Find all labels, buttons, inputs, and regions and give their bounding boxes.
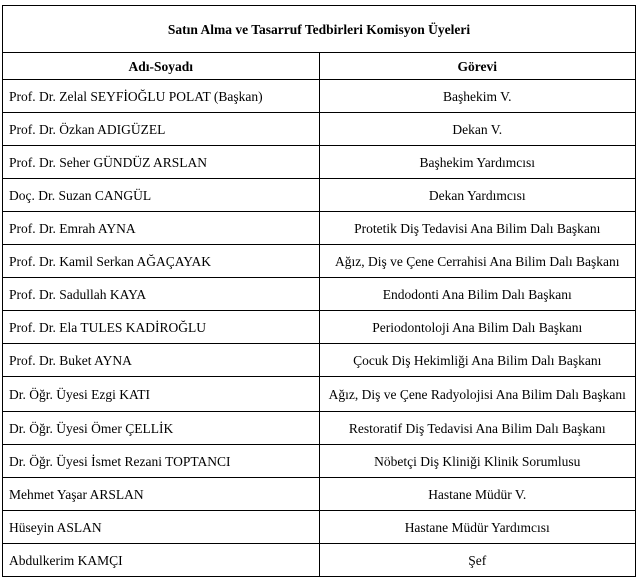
table-row [3,445,636,478]
table-row [3,478,636,511]
table-row [3,245,636,278]
member-role: Endodonti Ana Bilim Dalı Başkanı [319,278,636,311]
table-row [3,179,636,212]
table-row [3,344,636,377]
table-row [3,412,636,445]
member-role: Restoratif Diş Tedavisi Ana Bilim Dalı Başkanı [319,412,636,445]
member-role: Hastane Müdür Yardımcısı [319,511,636,544]
member-role: Dekan Yardımcısı [319,179,636,212]
table-row [3,113,636,146]
table-row [3,80,636,113]
member-name: Dr. Öğr. Üyesi İsmet Rezani TOPTANCI [3,445,320,478]
member-name: Prof. Dr. Zelal SEYFİOĞLU POLAT (Başkan) [3,80,320,113]
table-row [3,278,636,311]
member-name: Mehmet Yaşar ARSLAN [3,478,320,511]
member-role: Çocuk Diş Hekimliği Ana Bilim Dalı Başkanı [319,344,636,377]
member-name: Prof. Dr. Ela TULES KADİROĞLU [3,311,320,344]
member-name: Dr. Öğr. Üyesi Ömer ÇELLİK [3,412,320,445]
table-header-row [3,53,636,80]
member-name: Hüseyin ASLAN [3,511,320,544]
member-role: Protetik Diş Tedavisi Ana Bilim Dalı Başkanı [319,212,636,245]
member-role: Nöbetçi Diş Kliniği Klinik Sorumlusu [319,445,636,478]
table-row [3,544,636,577]
member-role: Periodontoloji Ana Bilim Dalı Başkanı [319,311,636,344]
member-name: Prof. Dr. Buket AYNA [3,344,320,377]
member-role: Ağız, Diş ve Çene Cerrahisi Ana Bilim Dalı Başkanı [319,245,636,278]
member-role: Şef [319,544,636,577]
table-title: Satın Alma ve Tasarruf Tedbirleri Komisyon Üyeleri [3,6,636,53]
member-name: Prof. Dr. Kamil Serkan AĞAÇAYAK [3,245,320,278]
member-name: Dr. Öğr. Üyesi Ezgi KATI [3,377,320,412]
member-role: Dekan V. [319,113,636,146]
member-name: Abdulkerim KAMÇI [3,544,320,577]
header-name: Adı-Soyadı [3,53,320,80]
member-name: Prof. Dr. Emrah AYNA [3,212,320,245]
table-row [3,511,636,544]
table-row [3,311,636,344]
member-name: Prof. Dr. Sadullah KAYA [3,278,320,311]
member-name: Prof. Dr. Özkan ADIGÜZEL [3,113,320,146]
table-row [3,146,636,179]
table-row [3,212,636,245]
member-name: Prof. Dr. Seher GÜNDÜZ ARSLAN [3,146,320,179]
committee-table [2,5,636,577]
member-role: Başhekim Yardımcısı [319,146,636,179]
header-role: Görevi [319,53,636,80]
table-title-row [3,6,636,53]
member-role: Başhekim V. [319,80,636,113]
table-row [3,377,636,412]
member-name: Doç. Dr. Suzan CANGÜL [3,179,320,212]
member-role: Ağız, Diş ve Çene Radyolojisi Ana Bilim Dalı Başkanı [319,377,636,412]
member-role: Hastane Müdür V. [319,478,636,511]
